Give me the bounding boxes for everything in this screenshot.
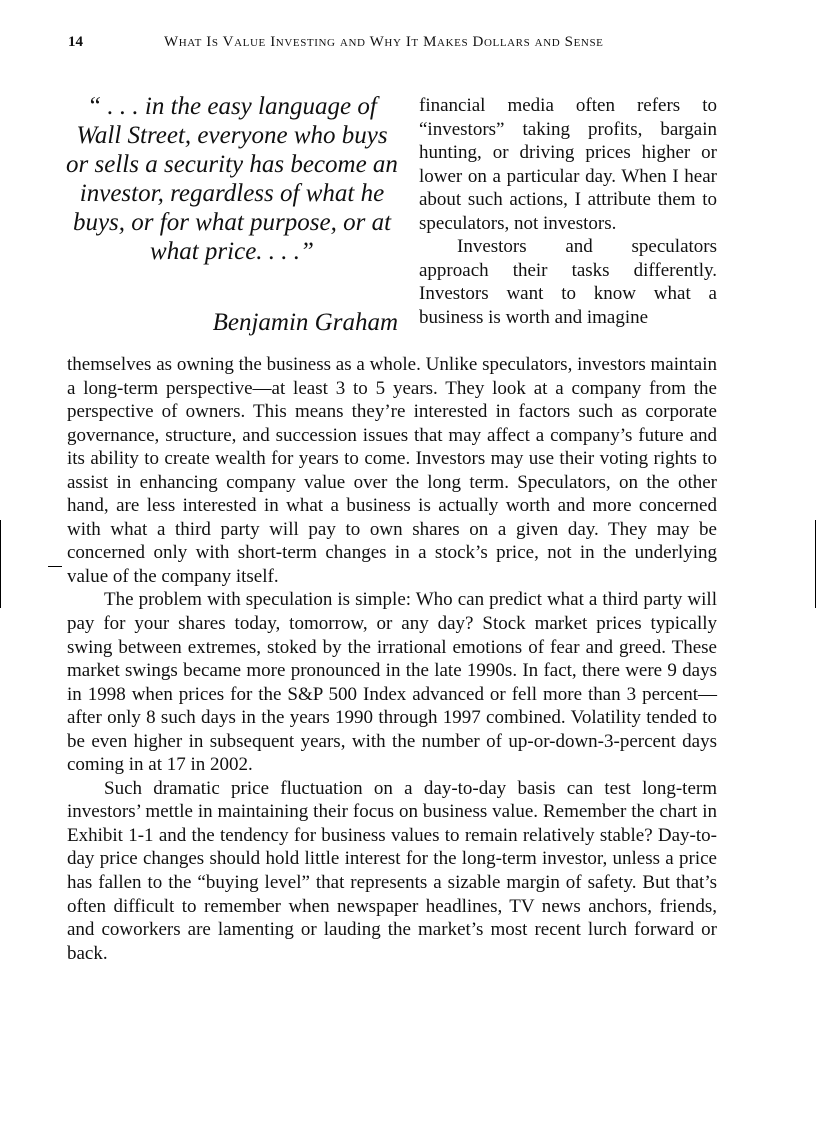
body-paragraph-3: Such dramatic price fluctuation on a day-to-day basis can test long-term investors’ mettle in maintaining their focus on business value. Remember the chart in Exhibit 1-1 and the tendency for business values to remain relatively stable? Day-to-day price changes should hold little interest for the long-term investor, unless a price has fallen to the “buying level” that represents a sizable margin of safety. But that’s often difficult to remember when newspaper headlines, TV news anchors, friends, and coworkers are lamenting or lauding the market’s most recent lurch forward or back. bbox=[67, 777, 717, 964]
running-header: What Is Value Investing and Why It Makes Dollars and Sense bbox=[164, 34, 604, 50]
body-text bbox=[67, 353, 717, 965]
crop-mark-left bbox=[0, 520, 1, 608]
right-column bbox=[419, 94, 717, 329]
quote-attribution: Benjamin Graham bbox=[212, 309, 398, 336]
crop-mark-left-tick bbox=[48, 566, 62, 567]
body-paragraph-1: themselves as owning the business as a whole. Unlike speculators, investors maintain a long-term perspective—at least 3 to 5 years. They look at a company from the perspective of owners. This means they’re interested in factors such as corporate governance, structure, and succession issues that may affect a company’s future and its ability to create wealth for years to come. Investors may use their voting rights to assist in enhancing company value over the long term. Speculators, on the other hand, are less interested in what a business is actually worth and more concerned with what a third party will pay to own shares on a given day. They may be concerned only with short-term changes in a stock’s price, not in the underlying value of the company itself. bbox=[67, 354, 717, 587]
page-number: 14 bbox=[68, 34, 83, 50]
pull-quote: “ . . . in the easy language of Wall Street, everyone who buys or sells a security has become an investor, regardless of what he buys, or for what purpose, or at what price. . . .” bbox=[66, 93, 398, 265]
right-paragraph-2: Investors and speculators approach their tasks differently. Investors want to know what a business is worth and imagine bbox=[419, 236, 717, 328]
body-paragraph-2: The problem with speculation is simple: Who can predict what a third party will pay for your shares today, tomorrow, or any day? Stock market prices typically swing between extremes, stoked by the irrational emotions of fear and greed. These market swings became more pronounced in the late 1990s. In fact, there were 9 days in 1998 when prices for the S&P 500 Index advanced or fell more than 3 percent—after only 8 such days in the years 1990 through 1997 combined. Volatility tended to be even higher in subsequent years, with the number of up-or-down-3-percent days coming in at 17 in 2002. bbox=[67, 589, 717, 776]
right-paragraph-1: financial media often refers to “investors” taking profits, bargain hunting, or driving prices higher or lower on a particular day. When I hear about such actions, I attribute them to speculators, not investors. bbox=[419, 95, 717, 234]
